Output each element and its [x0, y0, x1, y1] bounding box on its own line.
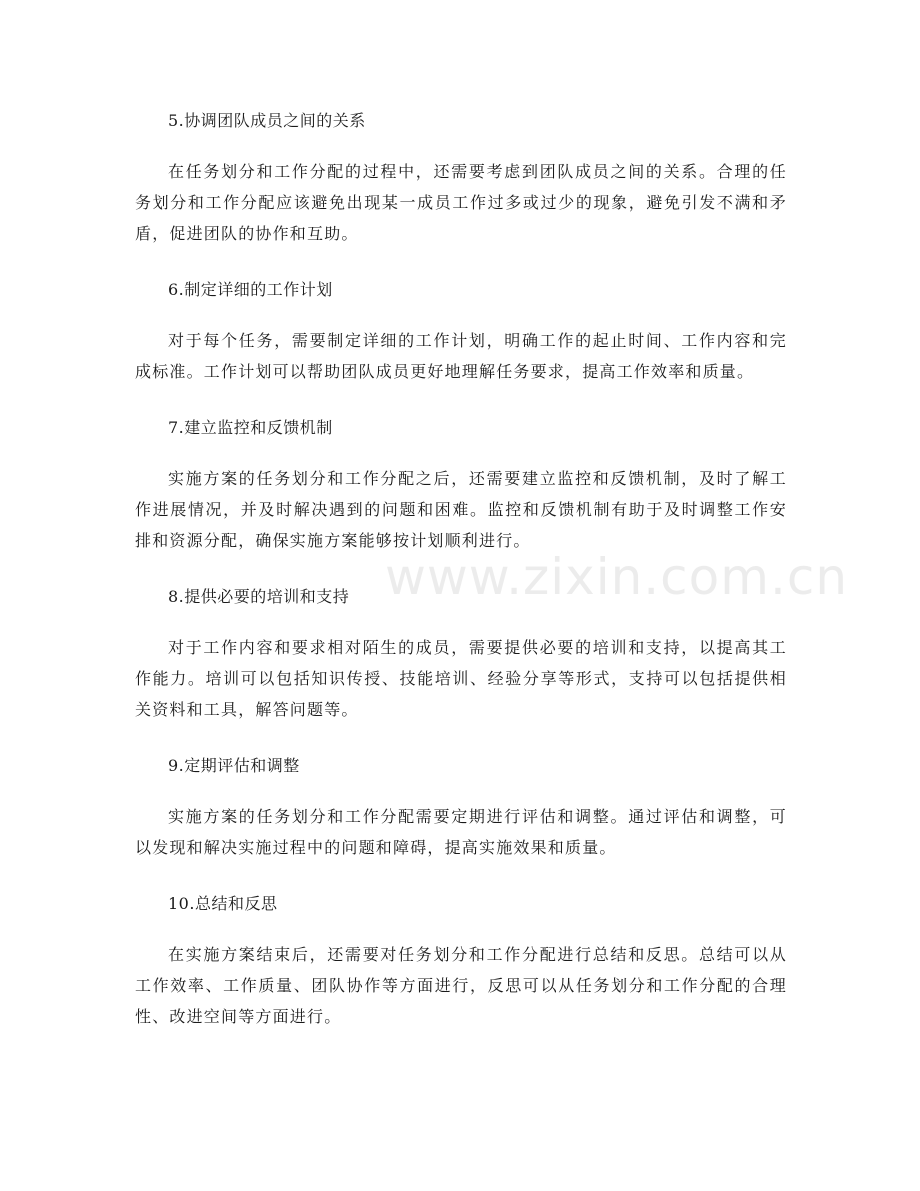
section-paragraph-8: 对于工作内容和要求相对陌生的成员，需要提供必要的培训和支持，以提高其工作能力。培训可以包括知识传授、技能培训、经验分享等形式，支持可以包括提供相关资料和工具，解答问题等。 — [135, 638, 787, 719]
section-heading-6: 6.制定详细的工作计划 — [168, 280, 333, 299]
section-heading-9: 9.定期评估和调整 — [168, 756, 300, 775]
section-heading-5: 5.协调团队成员之间的关系 — [168, 111, 366, 130]
section-heading-8: 8.提供必要的培训和支持 — [168, 587, 350, 606]
section-heading-10: 10.总结和反思 — [168, 894, 278, 913]
section-paragraph-5: 在任务划分和工作分配的过程中，还需要考虑到团队成员之间的关系。合理的任务划分和工作分配应该避免出现某一成员工作过多或过少的现象，避免引发不满和矛盾，促进团队的协作和互助。 — [135, 162, 787, 243]
section-paragraph-7: 实施方案的任务划分和工作分配之后，还需要建立监控和反馈机制，及时了解工作进展情况，并及时解决遇到的问题和困难。监控和反馈机制有助于及时调整工作安排和资源分配，确保实施方案能够按计划顺利进行。 — [135, 469, 787, 550]
section-paragraph-6: 对于每个任务，需要制定详细的工作计划，明确工作的起止时间、工作内容和完成标准。工作计划可以帮助团队成员更好地理解任务要求，提高工作效率和质量。 — [135, 331, 787, 381]
section-paragraph-10: 在实施方案结束后，还需要对任务划分和工作分配进行总结和反思。总结可以从工作效率、工作质量、团队协作等方面进行，反思可以从任务划分和工作分配的合理性、改进空间等方面进行。 — [135, 945, 787, 1026]
document-body — [135, 103, 787, 1032]
section-paragraph-9: 实施方案的任务划分和工作分配需要定期进行评估和调整。通过评估和调整，可以发现和解决实施过程中的问题和障碍，提高实施效果和质量。 — [135, 807, 787, 857]
section-heading-7: 7.建立监控和反馈机制 — [168, 418, 333, 437]
watermark: www.zixin.com.cn — [385, 548, 849, 606]
